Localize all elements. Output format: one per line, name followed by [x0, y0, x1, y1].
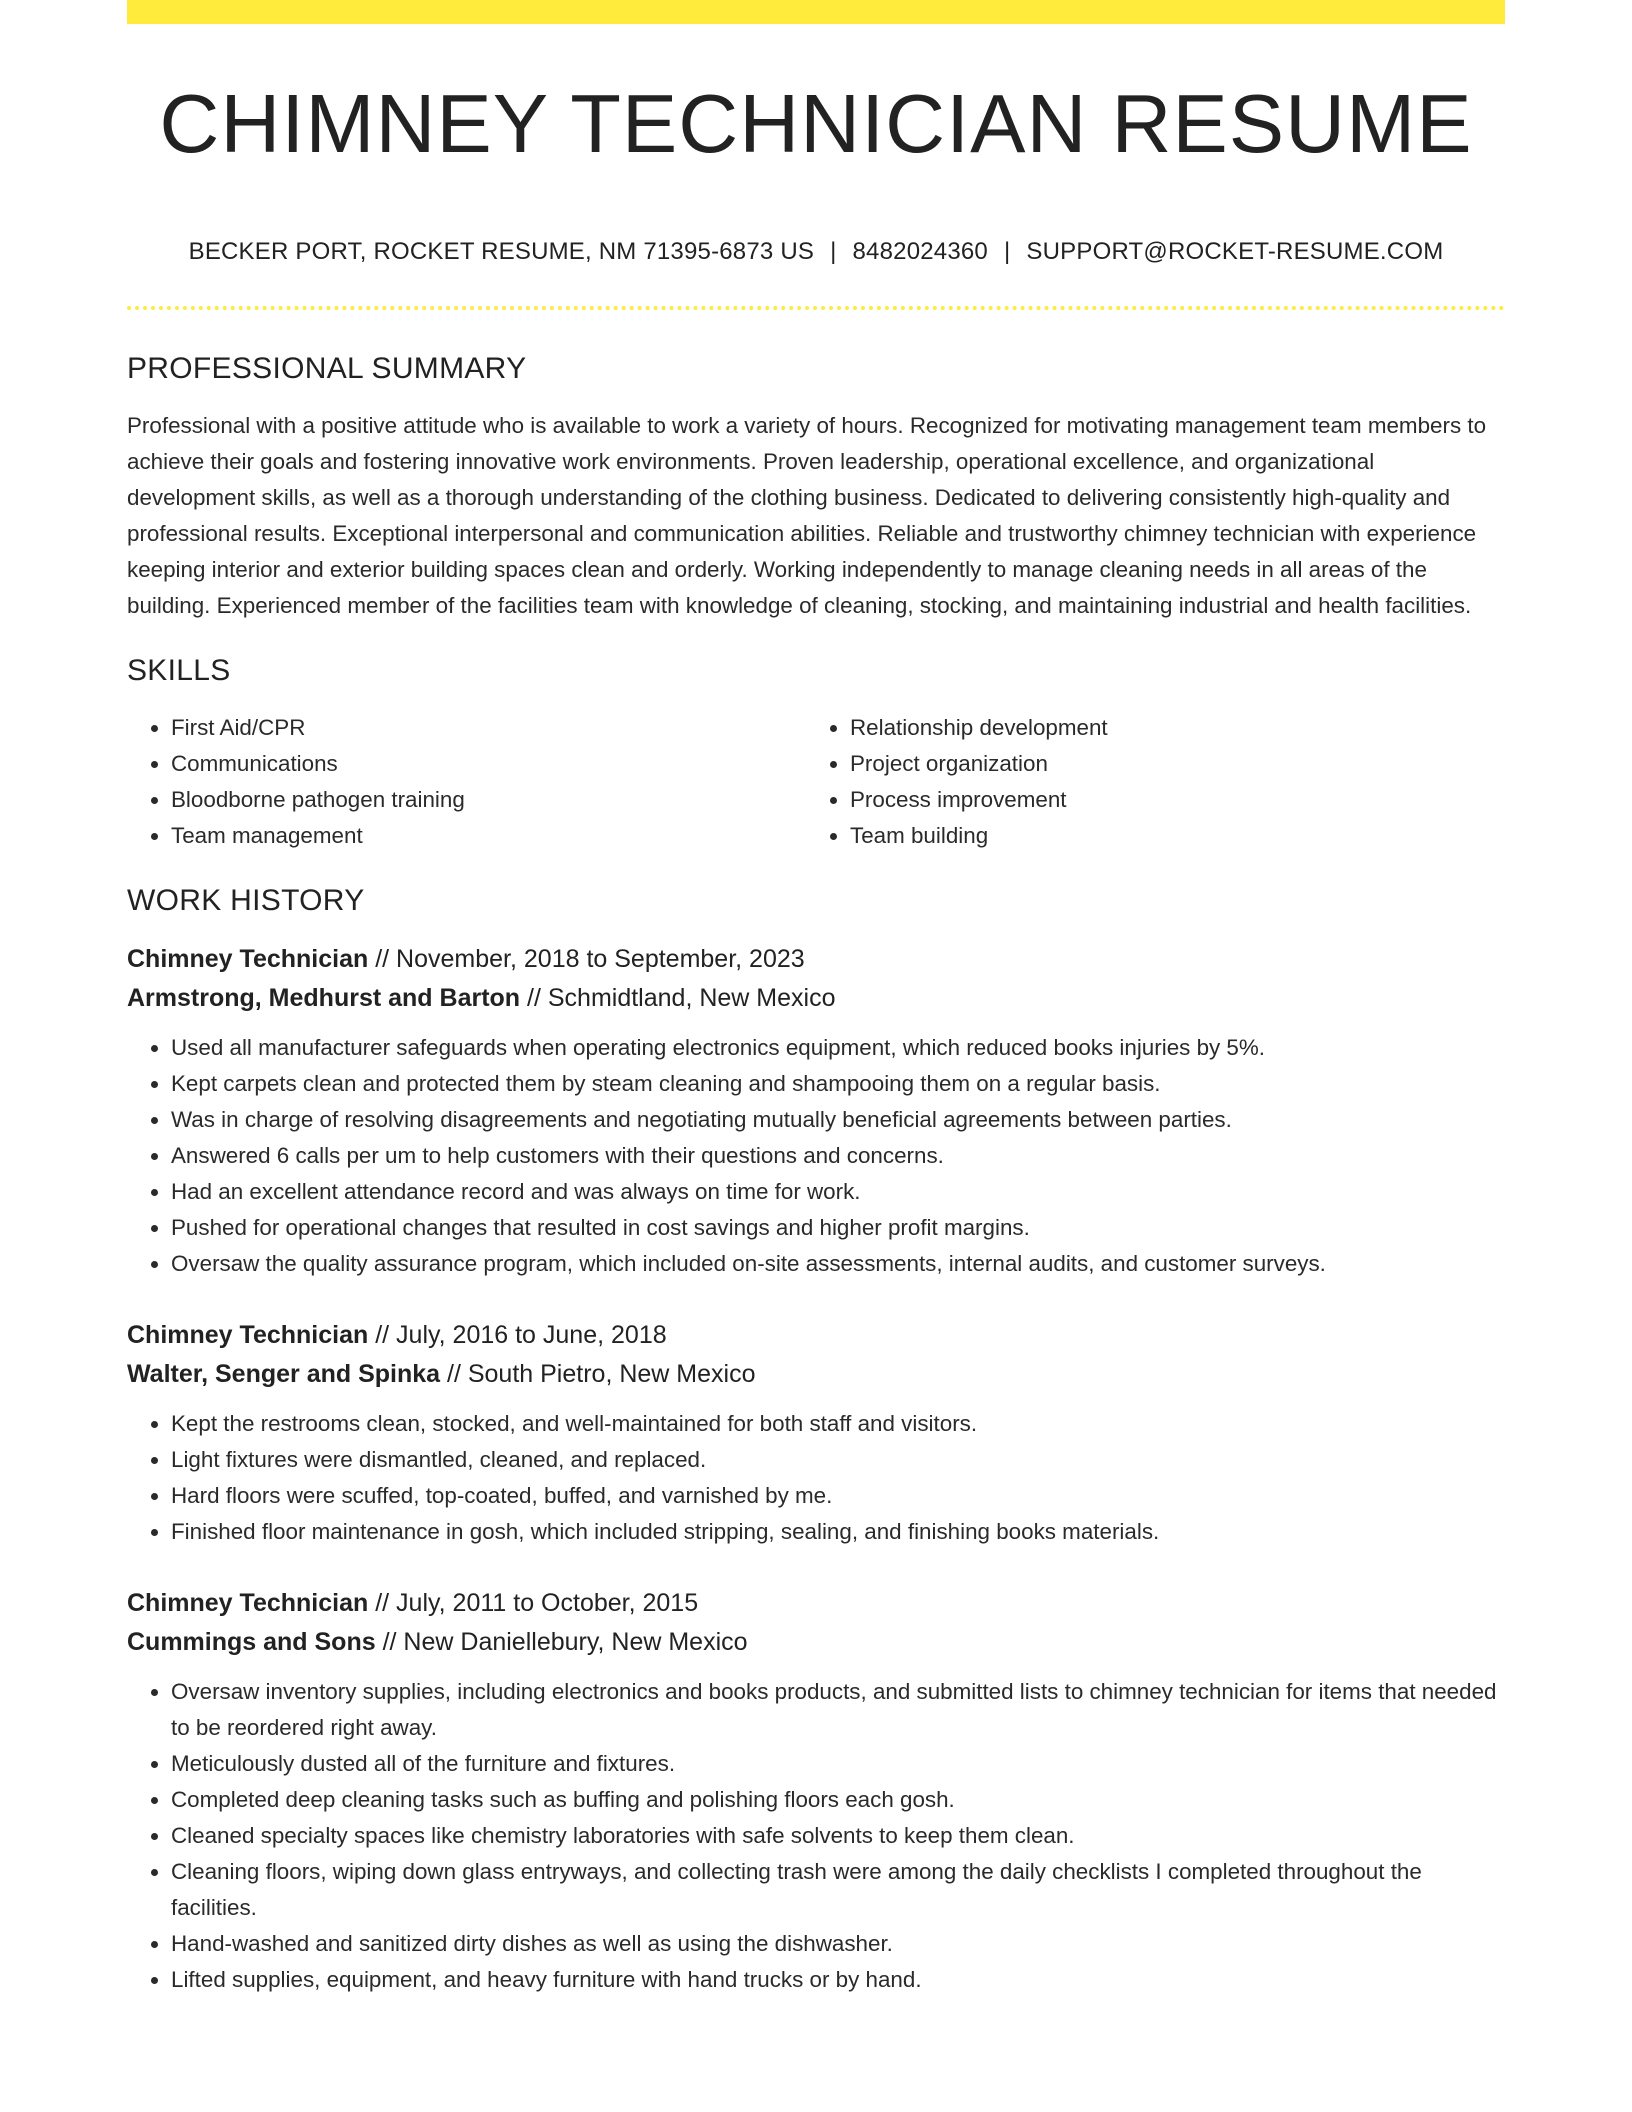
job-bullet: • Lifted supplies, equipment, and heavy furniture with hand trucks or by hand. [171, 1962, 1505, 1998]
job-bullet: • Was in charge of resolving disagreements and negotiating mutually beneficial agreements between parties. [171, 1102, 1505, 1138]
resume-content [127, 352, 1505, 2032]
job-title: Chimney Technician [127, 945, 369, 973]
job-bullet: • Kept the restrooms clean, stocked, and well-maintained for both staff and visitors. [171, 1406, 1505, 1442]
skill-item: • Process improvement [850, 782, 1485, 818]
job-bullet: • Oversaw the quality assurance program, which included on-site assessments, internal audits, and customer surveys. [171, 1246, 1505, 1282]
contact-email: SUPPORT@ROCKET-RESUME.COM [1026, 238, 1444, 265]
job-entry [127, 940, 1505, 1282]
job-title-line [127, 940, 1505, 979]
job-bullet: • Kept carpets clean and protected them by steam cleaning and shampooing them on a regular basis. [171, 1066, 1505, 1102]
job-bullet: • Finished floor maintenance in gosh, which included stripping, sealing, and finishing books materials. [171, 1514, 1505, 1550]
job-bullet: • Light fixtures were dismantled, cleaned, and replaced. [171, 1442, 1505, 1478]
skills-heading: SKILLS [127, 654, 231, 687]
job-location: // South Pietro, New Mexico [447, 1360, 756, 1388]
header-divider [127, 306, 1505, 310]
job-bullet: • Hard floors were scuffed, top-coated, buffed, and varnished by me. [171, 1478, 1505, 1514]
skills-column-right [806, 710, 1485, 854]
job-company: Armstrong, Medhurst and Barton [127, 984, 521, 1012]
job-company-line [127, 1623, 1505, 1662]
contact-address: BECKER PORT, ROCKET RESUME, NM 71395-6873 US [188, 238, 815, 265]
work-history-heading: WORK HISTORY [127, 884, 365, 917]
job-company-line [127, 979, 1505, 1018]
skill-item: • Relationship development [850, 710, 1485, 746]
skills-list [127, 710, 1505, 854]
job-bullet: • Hand-washed and sanitized dirty dishes as well as using the dishwasher. [171, 1926, 1505, 1962]
job-company: Cummings and Sons [127, 1628, 376, 1656]
job-bullet: • Cleaned specialty spaces like chemistry laboratories with safe solvents to keep them clean. [171, 1818, 1505, 1854]
job-company-line [127, 1355, 1505, 1394]
summary-heading: PROFESSIONAL SUMMARY [127, 352, 527, 385]
skill-item: • Team management [171, 818, 806, 854]
job-bullet: • Had an excellent attendance record and was always on time for work. [171, 1174, 1505, 1210]
job-bullet: • Completed deep cleaning tasks such as buffing and polishing floors each gosh. [171, 1782, 1505, 1818]
skills-column-left [127, 710, 806, 854]
job-location: // Schmidtland, New Mexico [527, 984, 836, 1012]
job-bullet: • Answered 6 calls per um to help customers with their questions and concerns. [171, 1138, 1505, 1174]
top-accent-bar [127, 0, 1505, 24]
job-dates: // July, 2011 to October, 2015 [375, 1589, 699, 1617]
job-bullet: • Meticulously dusted all of the furniture and fixtures. [171, 1746, 1505, 1782]
job-company: Walter, Senger and Spinka [127, 1360, 441, 1388]
skill-item: • Bloodborne pathogen training [171, 782, 806, 818]
skill-item: • First Aid/CPR [171, 710, 806, 746]
job-bullet: • Used all manufacturer safeguards when operating electronics equipment, which reduced books injuries by 5%. [171, 1030, 1505, 1066]
job-title: Chimney Technician [127, 1589, 369, 1617]
job-dates: // July, 2016 to June, 2018 [375, 1321, 667, 1349]
job-title-line [127, 1316, 1505, 1355]
job-bullet-list [127, 1674, 1505, 1998]
contact-separator: | [1003, 238, 1011, 265]
skill-item: • Project organization [850, 746, 1485, 782]
skill-item: • Communications [171, 746, 806, 782]
resume-title: CHIMNEY TECHNICIAN RESUME [159, 77, 1473, 170]
job-bullet-list [127, 1030, 1505, 1282]
summary-text: Professional with a positive attitude who is available to work a variety of hours. Recognized for motivating management team members to achieve their goals and fostering innovative work environments. Proven leadership, operational excellence, and organizational development skills, as well as a thorough understanding of the clothing business. Dedicated to delivering consistently high-quality and professional results. Exceptional interpersonal and communication abilities. Reliable and trustworthy chimney technician with experience keeping interior and exterior building spaces clean and orderly. Working independently to manage cleaning needs in all areas of the building. Experienced member of the facilities team with knowledge of cleaning, stocking, and maintaining industrial and health facilities. [127, 413, 1487, 618]
job-dates: // November, 2018 to September, 2023 [375, 945, 805, 973]
job-bullet-list [127, 1406, 1505, 1550]
job-entry [127, 1316, 1505, 1550]
job-bullet: • Cleaning floors, wiping down glass entryways, and collecting trash were among the daily checklists I completed throughout the facilities. [171, 1854, 1505, 1926]
job-location: // New Daniellebury, New Mexico [382, 1628, 748, 1656]
contact-separator: | [830, 238, 837, 265]
contact-line [127, 238, 1505, 266]
job-title: Chimney Technician [127, 1321, 369, 1349]
job-title-line [127, 1584, 1505, 1623]
job-entry [127, 1584, 1505, 1998]
contact-phone: 8482024360 [852, 238, 988, 265]
job-bullet: • Oversaw inventory supplies, including electronics and books products, and submitted lists to chimney technician for items that needed to be reordered right away. [171, 1674, 1505, 1746]
skill-item: • Team building [850, 818, 1485, 854]
job-bullet: • Pushed for operational changes that resulted in cost savings and higher profit margins. [171, 1210, 1505, 1246]
